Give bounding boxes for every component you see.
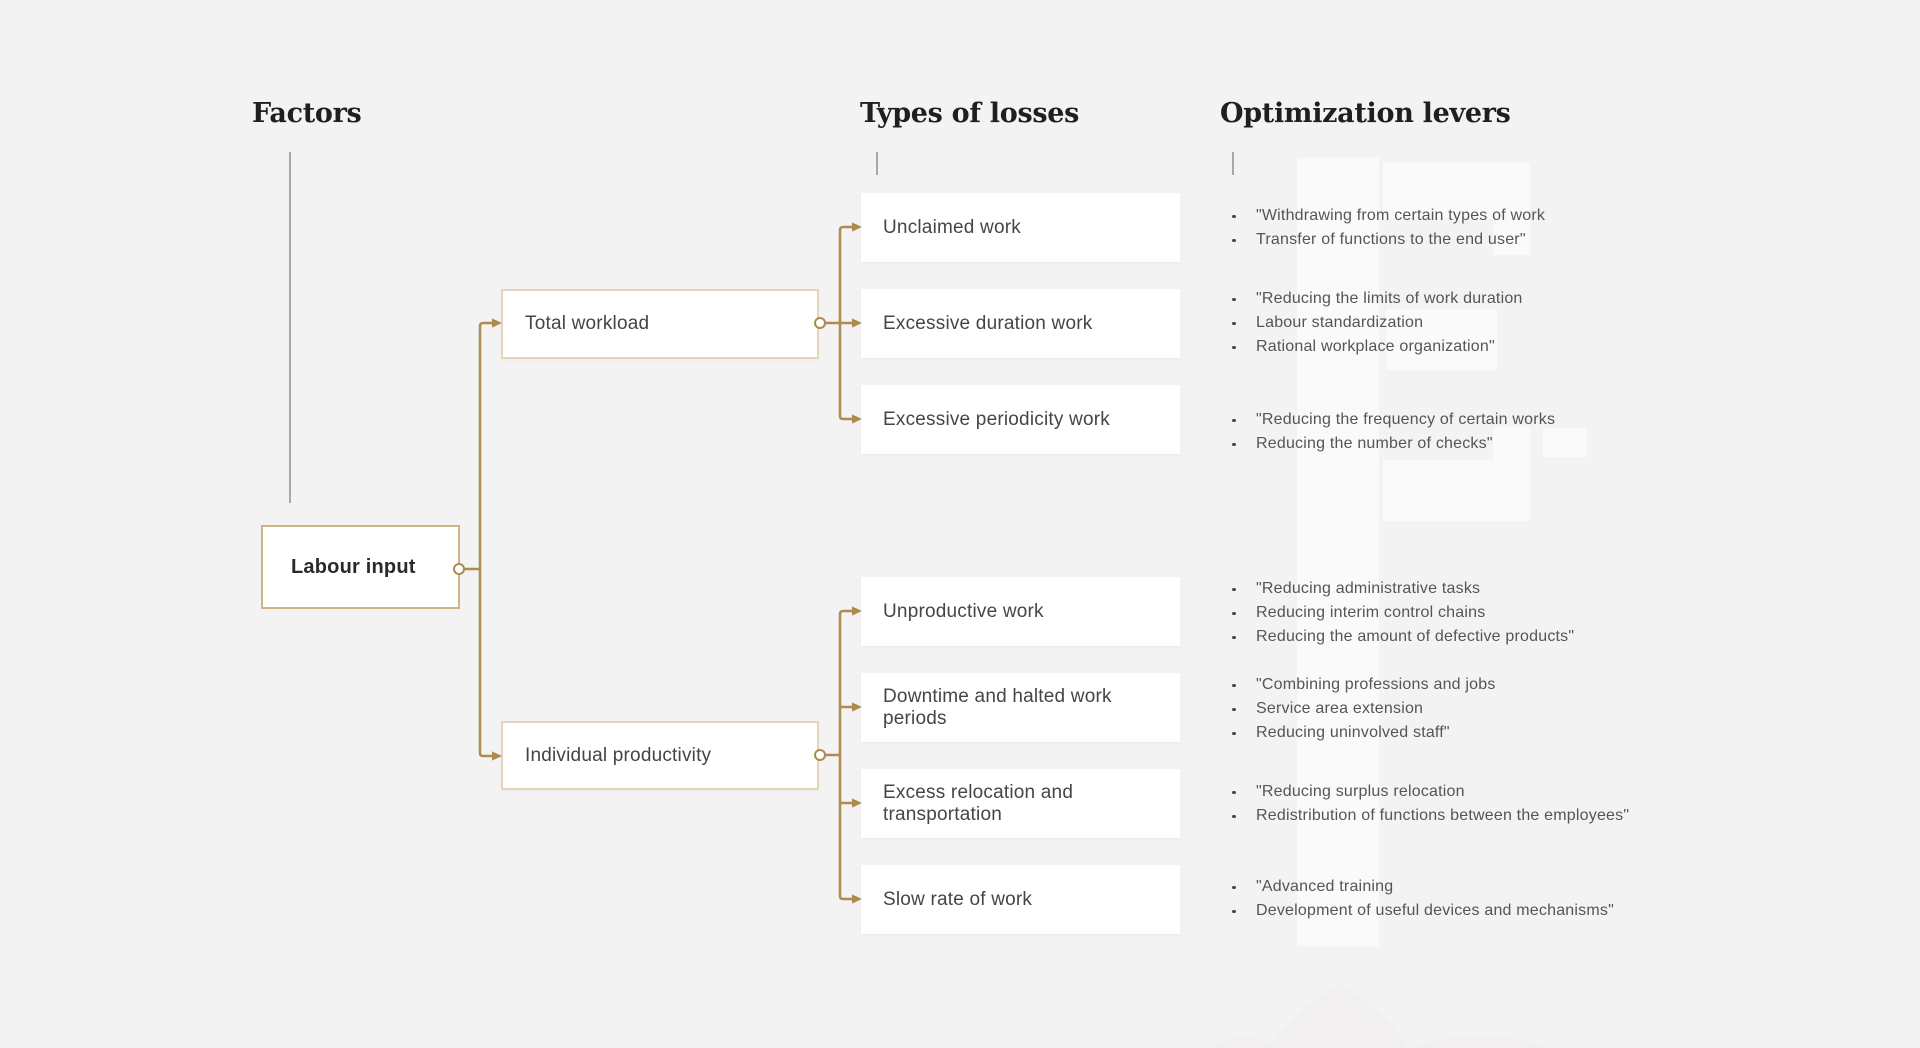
lever-item: Transfer of functions to the end user"	[1230, 228, 1650, 252]
column-heading-optimization-levers: Optimization levers	[1220, 98, 1511, 129]
node-label: Excessive duration work	[883, 312, 1093, 334]
lever-item: Labour standardization	[1230, 311, 1650, 335]
node-label: Excess relocation and transportation	[883, 781, 1074, 825]
factors-guide-line	[289, 152, 291, 503]
lever-item: Redistribution of functions between the employees"	[1230, 804, 1650, 828]
lever-list-unclaimed-work	[1230, 204, 1650, 252]
lever-item: "Combining professions and jobs	[1230, 673, 1650, 697]
levers-guide-tick	[1232, 152, 1234, 175]
lever-item: Reducing the number of checks"	[1230, 432, 1650, 456]
types-guide-tick	[876, 152, 878, 175]
node-labour-input	[261, 525, 460, 609]
node-unclaimed-work	[861, 193, 1180, 262]
node-slow-rate-of-work	[861, 865, 1180, 934]
lever-list-excessive-periodicity	[1230, 408, 1650, 456]
column-heading-types-of-losses: Types of losses	[860, 98, 1080, 129]
node-label: Individual productivity	[525, 744, 712, 766]
column-heading-factors: Factors	[252, 98, 362, 129]
lever-list-slow-rate	[1230, 875, 1650, 923]
lever-item: Development of useful devices and mechanisms"	[1230, 899, 1650, 923]
lever-item: Reducing the amount of defective products"	[1230, 625, 1650, 649]
node-label: Labour input	[291, 555, 416, 578]
lever-item: "Advanced training	[1230, 875, 1650, 899]
lever-list-excessive-duration	[1230, 287, 1650, 359]
node-downtime-halted-work	[861, 673, 1180, 742]
lever-item: "Reducing the frequency of certain works	[1230, 408, 1650, 432]
lever-list-unproductive-work	[1230, 577, 1650, 649]
node-excessive-duration-work	[861, 289, 1180, 358]
lever-item: "Reducing the limits of work duration	[1230, 287, 1650, 311]
node-excess-relocation	[861, 769, 1180, 838]
lever-item: Reducing interim control chains	[1230, 601, 1650, 625]
node-label: Excessive periodicity work	[883, 408, 1110, 430]
lever-item: "Reducing administrative tasks	[1230, 577, 1650, 601]
node-total-workload	[501, 289, 819, 359]
lever-item: Service area extension	[1230, 697, 1650, 721]
node-excessive-periodicity-work	[861, 385, 1180, 454]
node-label: Downtime and halted work periods	[883, 685, 1112, 729]
node-individual-productivity	[501, 721, 819, 790]
node-label: Unproductive work	[883, 600, 1044, 622]
node-unproductive-work	[861, 577, 1180, 646]
node-label: Slow rate of work	[883, 888, 1033, 910]
lever-item: "Withdrawing from certain types of work	[1230, 204, 1650, 228]
lever-list-excess-relocation	[1230, 780, 1650, 828]
lever-item: Reducing uninvolved staff"	[1230, 721, 1650, 745]
lever-item: "Reducing surplus relocation	[1230, 780, 1650, 804]
node-label: Total workload	[525, 313, 650, 334]
lever-item: Rational workplace organization"	[1230, 335, 1650, 359]
node-label: Unclaimed work	[883, 216, 1021, 238]
lever-list-downtime	[1230, 673, 1650, 745]
